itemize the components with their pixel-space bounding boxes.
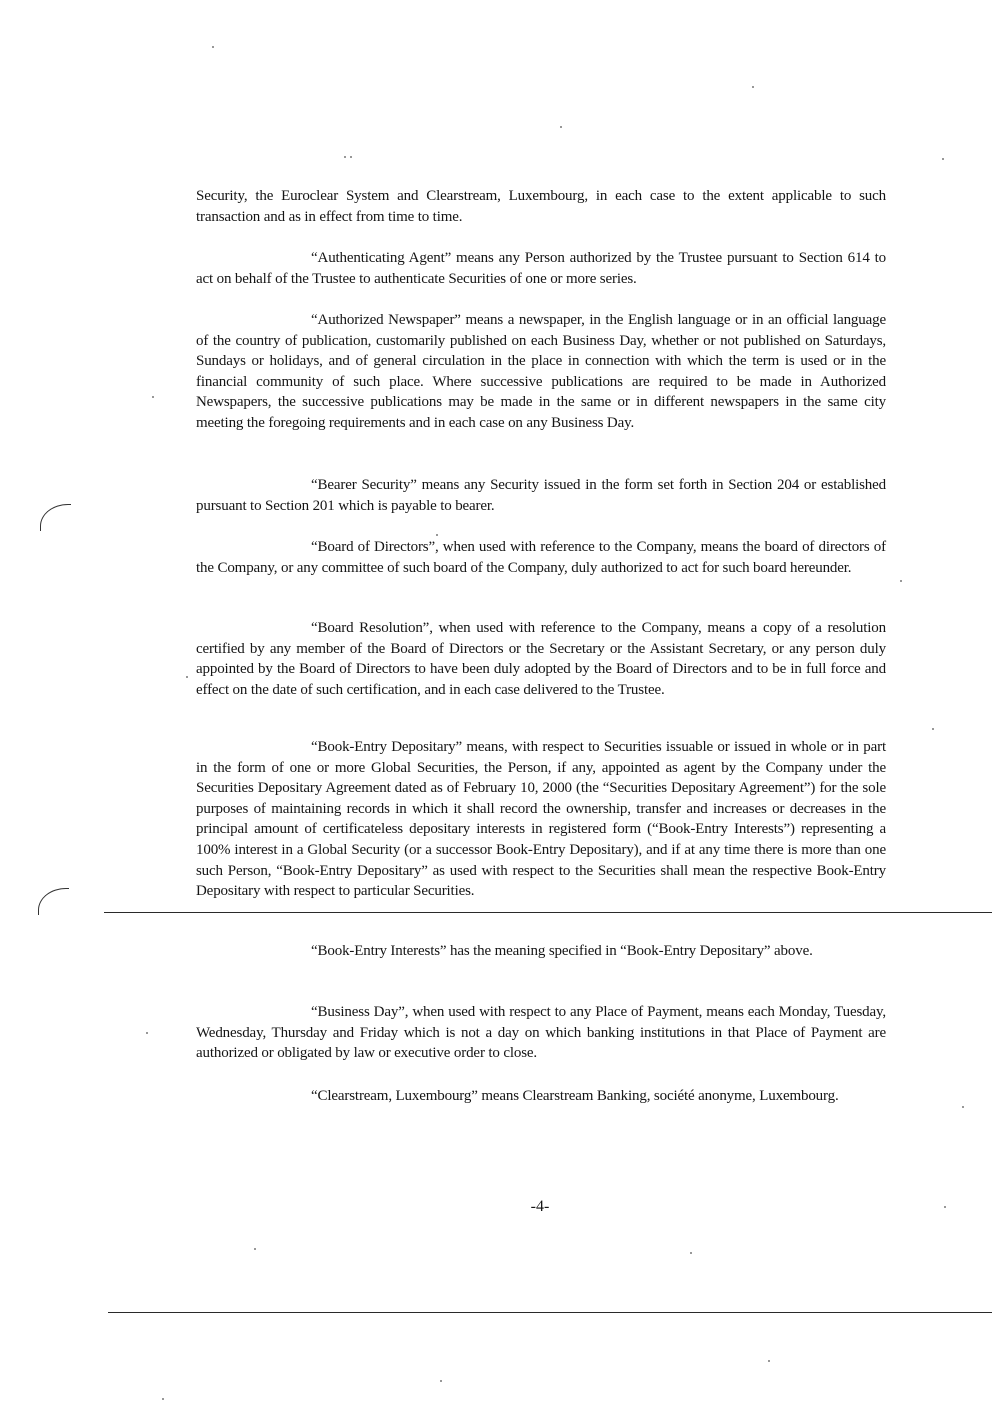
page-number: -4- (530, 1198, 550, 1215)
speck (152, 396, 154, 398)
definition-bearer-security: “Bearer Security” means any Security issued in the form set forth in Section 204 or established pursuant to Section 201 which is payable to bearer. (196, 477, 886, 514)
page-curl-artifact (38, 888, 69, 915)
speck (350, 156, 352, 158)
definition-board-resolution: “Board Resolution”, when used with reference to the Company, means a copy of a resolution certified by any member of the Board of Directors or the Secretary or the Assistant Secretary, or any person duly appointed by the Board of Directors to have been duly adopted by the Board of Directors and to be in full force and effect on the date of such certification, and in each case delivered to the Trustee. (196, 620, 886, 698)
speck (254, 1248, 256, 1250)
speck (962, 1106, 964, 1108)
scan-line-artifact (108, 1312, 992, 1313)
speck (942, 158, 944, 160)
speck (932, 728, 934, 730)
speck (436, 534, 438, 536)
speck (186, 676, 188, 678)
definition-book-entry-depositary: “Book-Entry Depositary” means, with respect to Securities issuable or issued in whole or in part in the form of one or more Global Securities, the Person, if any, appointed as agent by the Company under the Securities Depositary Agreement dated as of February 10, 2000 (the “Securities Depositary Agreement”) for the sole purposes of maintaining records in which it shall record the ownership, transfer and increases or decreases in the principal amount of certificateless depositary interests in registered form (“Book-Entry Interests”) representing a 100% interest in a Global Security (or a successor Book-Entry Depositary), and if at any time there is more than one such Person, “Book-Entry Depositary” as used with respect to the Securities shall mean the respective Book-Entry Depositary with respect to particular Securities. (196, 739, 886, 900)
speck (900, 580, 902, 582)
speck (752, 86, 754, 88)
speck (344, 156, 346, 158)
definition-board-of-directors: “Board of Directors”, when used with reference to the Company, means the board of directors of the Company, or any committee of such board of the Company, duly authorized to act for such board hereunder. (196, 539, 886, 576)
page-curl-artifact (40, 504, 71, 531)
definition-book-entry-interests: “Book-Entry Interests” has the meaning specified in “Book-Entry Depositary” above. (311, 943, 813, 959)
definition-authorized-newspaper: “Authorized Newspaper” means a newspaper, in the English language or in an official language of the country of publication, customarily published on each Business Day, whether or not published on Saturdays, Sundays or holidays, and of general circulation in the place in connection with which the term is used or in the financial community of such place. Where successive publications are required to be made in Authorized Newspapers, the successive publications may be made in the same or in different newspapers in the same city meeting the foregoing requirements and in each case on any Business Day. (196, 312, 886, 431)
speck (690, 1252, 692, 1254)
speck (944, 1206, 946, 1208)
definition-clearstream-luxembourg: “Clearstream, Luxembourg” means Clearstream Banking, société anonyme, Luxembourg. (311, 1088, 839, 1104)
speck (768, 1360, 770, 1362)
speck (560, 126, 562, 128)
definition-authenticating-agent: “Authenticating Agent” means any Person authorized by the Trustee pursuant to Section 614 to act on behalf of the Trustee to authenticate Securities of one or more series. (196, 250, 886, 287)
paragraph-security-continuation: Security, the Euroclear System and Clearstream, Luxembourg, in each case to the extent applicable to such transaction and as in effect from time to time. (196, 188, 886, 225)
speck (146, 1032, 148, 1034)
speck (440, 1380, 442, 1382)
definition-business-day: “Business Day”, when used with respect to any Place of Payment, means each Monday, Tuesday, Wednesday, Thursday and Friday which is not a day on which banking institutions in that Place of Payment are authorized or obligated by law or executive order to close. (196, 1004, 886, 1062)
scan-line-artifact (104, 912, 992, 913)
speck (212, 46, 214, 48)
speck (162, 1398, 164, 1400)
